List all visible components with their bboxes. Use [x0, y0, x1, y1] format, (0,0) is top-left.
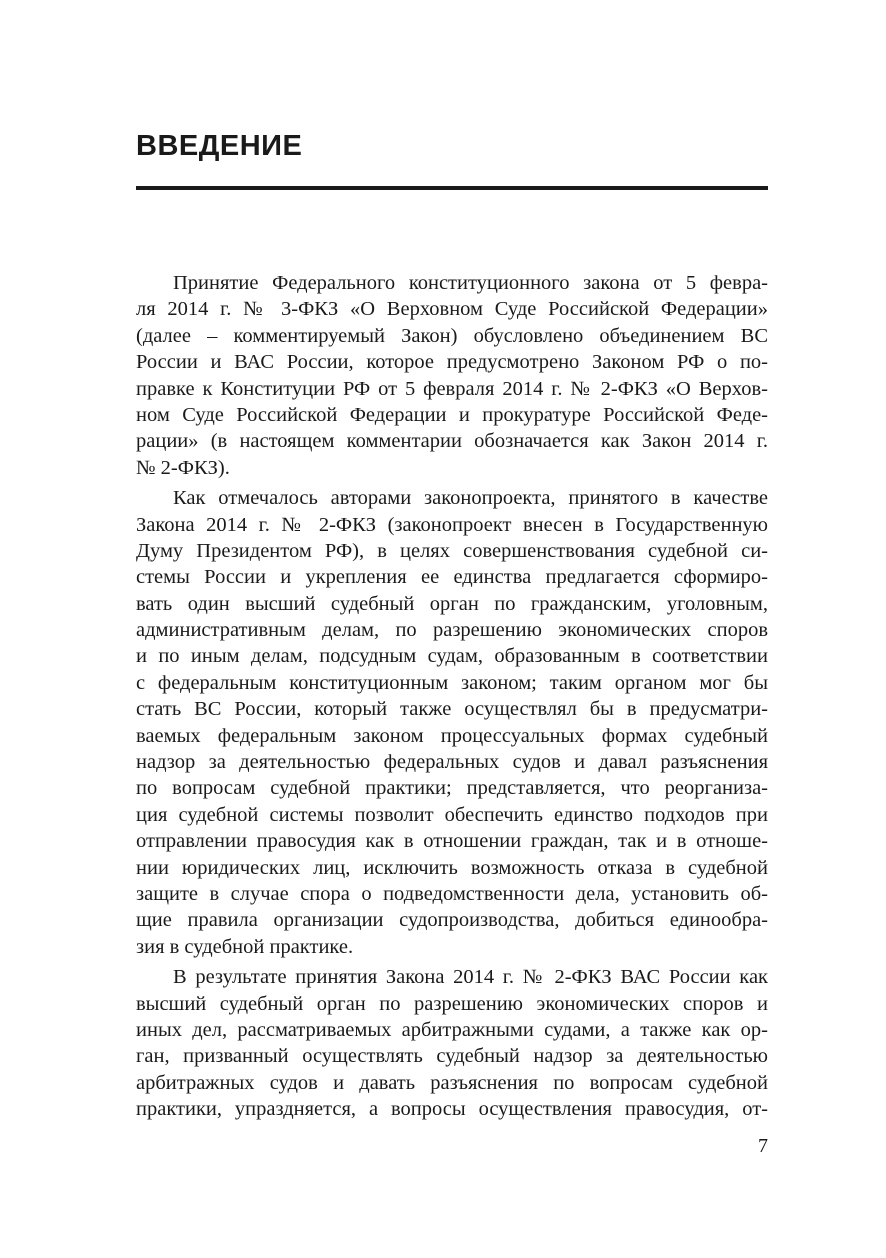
text-line: с федеральным конституционным законом; таким органом мог бы [136, 671, 768, 694]
heading-divider [136, 186, 768, 190]
text-line: вать один высший судебный орган по гражданским, уголовным, [136, 592, 768, 615]
text-line: Думу Президентом РФ), в целях совершенствования судебной си- [136, 539, 768, 562]
text-line: высший судебный орган по разрешению экономических споров и [136, 992, 768, 1015]
text-line: арбитражных судов и давать разъяснения по вопросам судебной [136, 1071, 768, 1094]
body-text [136, 270, 768, 1123]
text-line: иных дел, рассматриваемых арбитражными судами, а также как ор- [136, 1018, 768, 1041]
text-line: практики, упраздняется, а вопросы осуществления правосудия, от- [136, 1098, 768, 1121]
text-line: по вопросам судебной практики; представляется, что реорганиза- [136, 777, 768, 800]
text-line: административным делам, по разрешению экономических споров [136, 619, 768, 642]
page-title: ВВЕДЕНИЕ [136, 130, 303, 162]
text-line: защите в случае спора о подведомственности дела, установить об- [136, 882, 768, 905]
text-line: Принятие Федерального конституционного закона от 5 февра- [173, 272, 768, 294]
text-line: № 2-ФКЗ). [136, 456, 230, 479]
text-line: (далее – комментируемый Закон) обусловлено объединением ВС [136, 324, 768, 347]
text-line: ция судебной системы позволит обеспечить единство подходов при [136, 803, 768, 826]
paragraph [136, 270, 768, 481]
text-line: зия в судебной практике. [136, 935, 354, 958]
text-line: и по иным делам, подсудным судам, образованным в соответствии [136, 645, 768, 668]
text-line: ля 2014 г. № 3-ФКЗ «О Верховном Суде Российской Федерации» [136, 298, 768, 321]
text-line: надзор за деятельностью федеральных судов и давал разъяснения [136, 751, 768, 774]
text-line: России и ВАС России, которое предусмотрено Законом РФ о по- [136, 351, 768, 374]
text-line: ган, призванный осуществлять судебный надзор за деятельностью [136, 1045, 768, 1068]
text-line: Закона 2014 г. № 2-ФКЗ (законопроект внесен в Государственную [136, 513, 768, 536]
page-number: 7 [758, 1135, 768, 1157]
text-line: щие правила организации судопроизводства, добиться единообра- [136, 909, 768, 932]
text-line: ваемых федеральным законом процессуальных формах судебный [136, 724, 768, 747]
text-line: В результате принятия Закона 2014 г. № 2-ФКЗ ВАС России как [173, 966, 768, 989]
text-line: правке к Конституции РФ от 5 февраля 2014 г. № 2-ФКЗ «О Верхов- [136, 377, 768, 400]
text-line: стемы России и укрепления ее единства предлагается сформиро- [136, 566, 768, 589]
text-line: Как отмечалось авторами законопроекта, принятого в качестве [173, 487, 768, 510]
text-line: нии юридических лиц, исключить возможность отказа в судебной [136, 856, 768, 879]
text-line: ном Суде Российской Федерации и прокуратуре Российской Феде- [136, 403, 768, 426]
paragraph [136, 964, 768, 1122]
text-line: стать ВС России, который также осуществлял бы в предусматри- [136, 698, 768, 721]
text-line: рации» (в настоящем комментарии обозначается как Закон 2014 г. [136, 430, 768, 453]
text-line: отправлении правосудия как в отношении граждан, так и в отноше- [136, 830, 768, 853]
paragraph [136, 485, 768, 960]
